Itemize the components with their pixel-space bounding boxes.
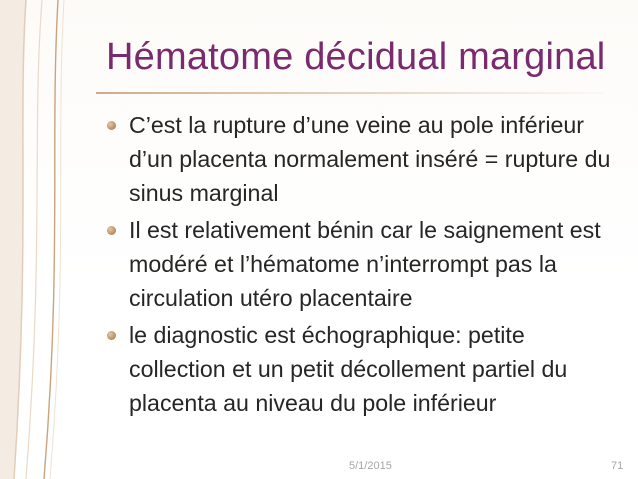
bullet-item xyxy=(96,318,616,420)
bullet-text: C’est la rupture d’une veine au pole inférieur d’un placenta normalement inséré = rupture du sinus marginal xyxy=(129,112,611,206)
bullet-dot-icon xyxy=(107,121,116,130)
bullet-dot-icon xyxy=(107,226,116,235)
bullet-dot-icon xyxy=(107,331,116,340)
footer-page-number: 71 xyxy=(611,460,624,472)
bullet-text: Il est relativement bénin car le saignement est modéré et l’hématome n’interrompt pas la circulation utéro placentaire xyxy=(129,217,601,311)
bullet-item xyxy=(96,213,616,315)
bullet-item xyxy=(96,108,616,210)
footer-date: 5/1/2015 xyxy=(349,460,392,472)
title-underline xyxy=(96,92,604,94)
bullet-list xyxy=(96,108,616,423)
bullet-text: le diagnostic est échographique: petite collection et un petit décollement partiel du placenta au niveau du pole inférieur xyxy=(129,322,568,416)
slide-title: Hématome décidual marginal xyxy=(106,36,606,78)
decorative-left-border xyxy=(0,0,70,479)
